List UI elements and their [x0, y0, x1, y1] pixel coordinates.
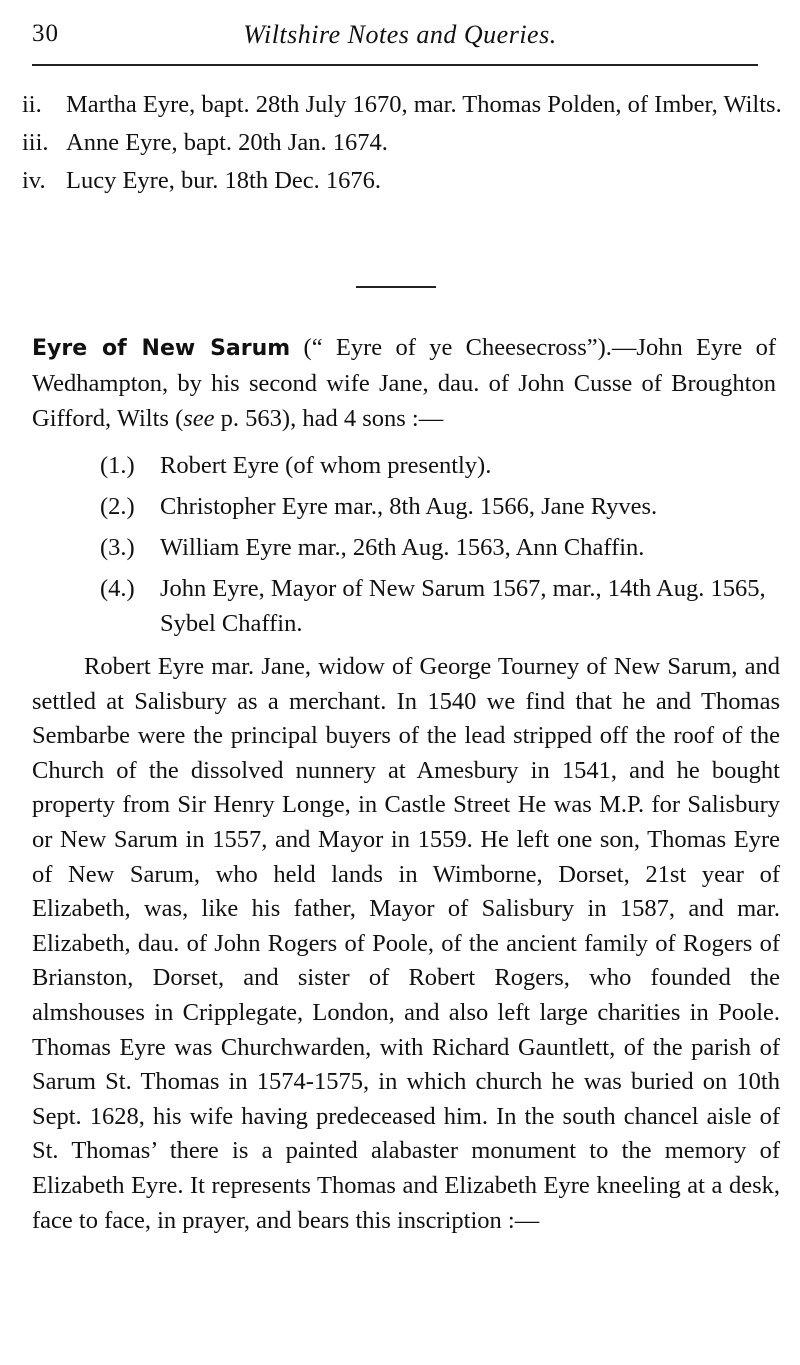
- list-item-number: iii.: [22, 129, 49, 156]
- son-number: (1.): [100, 452, 135, 479]
- section-divider: [356, 286, 436, 288]
- intro-see: see: [183, 405, 215, 432]
- list-item-text: Lucy Eyre, bur. 18th Dec. 1676.: [66, 167, 382, 194]
- son-text: Christopher Eyre mar., 8th Aug. 1566, Jane Ryves.: [160, 493, 658, 520]
- list-item: [22, 164, 782, 198]
- son-text: William Eyre mar., 26th Aug. 1563, Ann Chaffin.: [160, 534, 645, 561]
- children-list: [22, 88, 782, 202]
- list-item: [22, 88, 782, 122]
- list-item: [22, 126, 782, 160]
- page-header: [32, 14, 768, 54]
- body-paragraph: Robert Eyre mar. Jane, widow of George Tourney of New Sarum, and settled at Salisbury as a merchant. In 1540 we find that he and Thomas Sembarbe were the principal buyers of the lead stripped off the roof of the Church of the dissolved nunnery at Amesbury in 1541, and he bought property from Sir Henry Longe, in Castle Street He was M.P. for Salisbury or New Sarum in 1557, and Mayor in 1559. He left one son, Thomas Eyre of New Sarum, who held lands in Wimborne, Dorset, 21st year of Elizabeth, was, like his father, Mayor of Salisbury in 1587, and mar. Elizabeth, dau. of John Rogers of Poole, of the ancient family of Rogers of Brianston, Dorset, and sister of Robert Rogers, who founded the almshouses in Cripplegate, London, and also left large charities in Poole. Thomas Eyre was Churchwarden, with Richard Gauntlett, of the parish of Sarum St. Thomas in 1574-1575, in which church he was buried on 10th Sept. 1628, his wife having predeceased him. In the south chancel aisle of St. Thomas’ there is a painted alabaster monument to the memory of Elizabeth Eyre. It represents Thomas and Elizabeth Eyre kneeling at a desk, face to face, in prayer, and bears this inscription :—: [32, 653, 780, 1234]
- list-item-text: Martha Eyre, bapt. 28th July 1670, mar. Thomas Polden, of Imber, Wilts.: [66, 91, 782, 118]
- list-item: [100, 489, 776, 524]
- list-item: [100, 530, 776, 565]
- header-rule: [32, 64, 758, 66]
- son-number: (2.): [100, 493, 135, 520]
- list-item-number: iv.: [22, 167, 46, 194]
- running-title: Wiltshire Notes and Queries.: [243, 20, 557, 49]
- list-item: [100, 448, 776, 483]
- list-item-text: Anne Eyre, bapt. 20th Jan. 1674.: [66, 129, 388, 156]
- sons-list: [100, 448, 776, 647]
- list-item: [100, 571, 776, 641]
- list-item-number: ii.: [22, 91, 42, 118]
- son-number: (3.): [100, 534, 135, 561]
- intro-text-a: (“ Eyre of ye Cheesecross”).—John Eyre of Wedhampton, by his second wife Jane, dau. of John Cusse of Broughton Gifford, Wilts (: [32, 334, 777, 432]
- intro-text-b: p. 563), had 4 sons :—: [214, 405, 444, 432]
- son-text: Robert Eyre (of whom presently).: [160, 452, 492, 479]
- section-heading: Eyre of New Sarum: [32, 336, 291, 361]
- son-number: (4.): [100, 575, 135, 602]
- section-intro: [32, 330, 776, 436]
- son-text: John Eyre, Mayor of New Sarum 1567, mar., 14th Aug. 1565, Sybel Chaffin.: [160, 575, 766, 637]
- page-number: 30: [32, 20, 59, 47]
